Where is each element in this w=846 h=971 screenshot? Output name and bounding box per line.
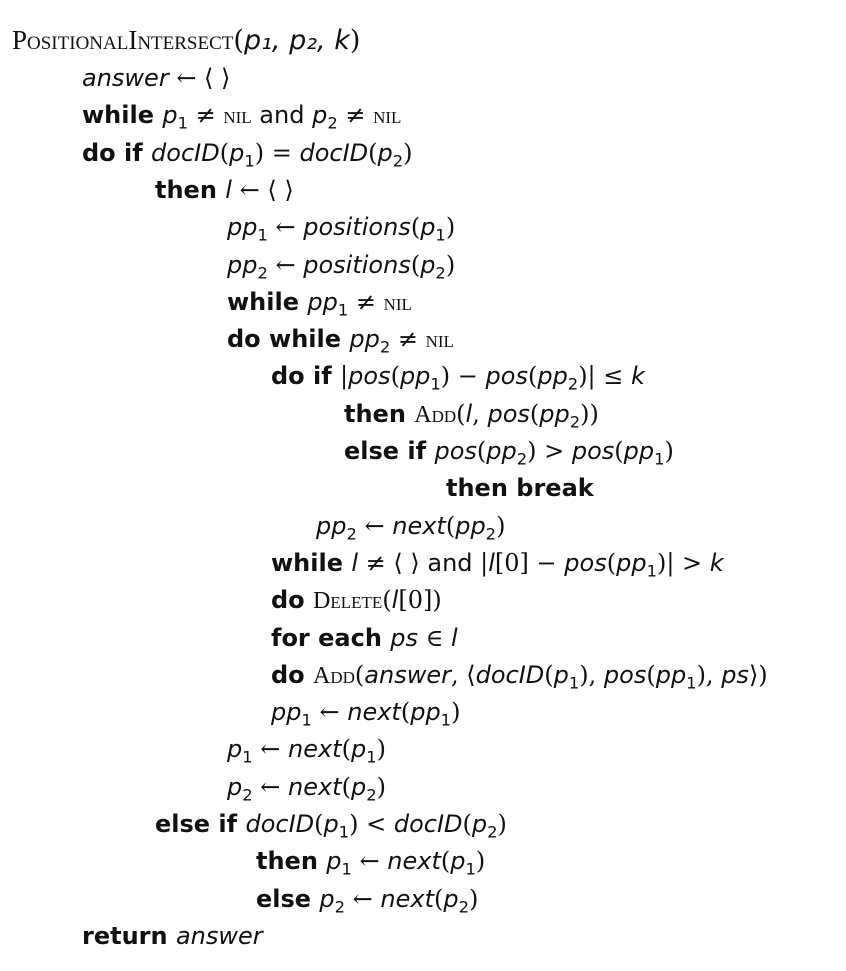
code-token: do if [271,362,341,391]
line-code [82,918,263,955]
code-token: 2 [567,375,579,395]
code-token: ) = [254,138,300,167]
code-token: 2 [257,263,268,283]
code-token: ps [390,623,419,652]
code-token: next [288,772,342,801]
code-token: ), [579,660,604,689]
line-code [82,97,401,135]
code-token: ← [311,698,348,727]
code-token: 1 [646,561,657,581]
code-token: positions [303,250,411,279]
code-token: 2 [458,897,470,917]
code-token: p [471,810,488,838]
code-token: ( [382,586,392,615]
code-token: ( [476,437,487,465]
code-token: p [319,884,335,913]
code-token: ) [403,138,413,167]
line-code [344,433,674,470]
code-token: ( [614,437,624,465]
code-token: ( [462,810,472,838]
open-paren: ( [233,25,244,56]
code-token: next [387,847,441,876]
code-token: return [82,921,176,950]
code-token: 1 [430,375,441,395]
line-code [227,209,455,246]
code-token: [0]) [398,586,442,615]
code-token: else if [344,437,435,465]
code-token: ≠ ⟨ ⟩ [358,548,428,577]
code-token: docID [151,138,220,167]
line-code [446,470,594,507]
code-token: p [377,138,393,167]
code-token: 2 [435,263,446,283]
code-token: , ⟨ [450,660,476,689]
code-token: pos [434,437,477,465]
code-token: ) [376,772,386,801]
line-code [227,321,454,359]
code-token: 2 [516,449,528,469]
code-token: p [350,772,367,801]
code-token: answer [82,64,169,92]
code-token: p [162,101,178,130]
code-token: pos [603,660,647,689]
line-code [155,172,294,209]
line-code [227,284,412,322]
code-token: l [451,623,458,652]
code-token: p [227,735,243,764]
close-paren: ) [349,25,361,56]
code-token: ( [606,548,617,577]
code-token: ( [390,362,400,391]
code-token: ( [354,660,365,689]
code-token: do while [227,325,350,354]
code-token: ) [475,847,486,876]
code-token: then [344,399,415,428]
line-code [256,881,478,918]
code-token: ← [351,847,388,876]
code-token: ( [434,884,444,913]
code-token: pp [349,325,380,354]
code-token: ( [646,660,656,689]
code-token: p [229,138,245,167]
code-token: ≠ [390,325,426,354]
code-token: l [351,548,359,577]
code-token: pp [616,548,647,577]
code-token: ( [456,399,466,428]
code-token: positions [303,213,411,242]
line-code [227,769,386,806]
code-token: ), [696,660,722,689]
code-token: do [271,660,314,689]
code-token: next [347,698,401,727]
code-token: docID [299,138,369,167]
line-code [316,508,505,545]
code-token: ) [445,213,456,242]
code-token: 1 [301,710,312,730]
code-token: p [312,101,328,130]
code-token: else if [155,810,246,838]
code-token: pp [486,437,517,465]
code-token: 2 [569,412,581,432]
line-code [271,358,645,395]
line-code [155,806,507,843]
code-token: 1 [337,300,349,320]
code-token: pp [537,362,568,391]
line-code [271,545,724,582]
code-token: ( [445,511,456,540]
code-token: pp [271,698,302,727]
line-code [271,694,460,731]
code-token: 1 [568,673,580,693]
code-token: 2 [485,524,497,544]
code-token: ) [445,250,456,279]
code-token: next [288,735,342,764]
code-token: nil [425,327,454,354]
code-token: 2 [327,114,338,133]
code-token: 1 [440,710,452,730]
code-token: [0] − [494,548,565,577]
code-token: k [631,362,645,391]
code-token: 1 [686,673,697,693]
code-token: l [225,175,232,204]
code-token: next [392,511,446,540]
code-token: pos [564,548,607,577]
code-token: docID [475,660,545,689]
code-token: ps [721,660,749,689]
code-token: p [350,735,367,764]
code-token: ) − [440,362,486,391]
code-token: pos [571,437,615,465]
code-token: ≠ [337,101,374,130]
code-token: ( [400,698,411,727]
code-token: l [488,548,495,577]
code-token: p [450,847,466,876]
line-code [256,843,485,880]
code-token: ( [341,735,351,764]
code-token: 1 [338,822,350,842]
code-token: ⟩) [748,660,768,689]
code-token: pp [316,511,347,540]
code-token: ( [410,250,421,279]
code-token: Add [414,401,457,428]
code-token: 1 [465,860,476,879]
line-code [227,731,386,768]
code-token: then [256,847,327,876]
code-token: p [227,772,243,801]
code-token: ( [341,772,351,801]
code-token: 1 [341,860,352,879]
code-token: then break [446,474,594,503]
code-token: 1 [435,225,446,245]
code-token: 1 [366,748,377,768]
code-token: ) [664,437,674,465]
code-token: | [340,362,349,391]
code-token: pos [487,399,530,428]
code-token: while [227,287,308,316]
code-token: answer [175,921,263,950]
code-token: p [420,213,436,242]
procedure-name: PositionalIntersect [12,25,234,55]
code-token: l [465,399,473,428]
code-token: ( [544,660,554,689]
code-token: ) [469,884,479,913]
code-token: p [443,884,459,913]
code-token: docID [245,810,315,838]
code-token: , [472,399,488,428]
line-code [82,135,413,172]
code-token: ← ⟨ ⟩ [168,64,231,92]
code-token: ← [356,511,393,540]
code-token: Add [313,662,355,689]
code-token: ( [440,847,451,876]
code-token: pp [227,213,258,242]
line-code [82,60,230,97]
line-code [227,247,455,284]
code-token: 2 [392,151,404,171]
line-code [344,396,599,434]
code-token: then [155,175,226,204]
code-token: ) < [349,810,394,838]
code-token: pp [539,399,570,428]
code-token: | [480,548,489,577]
code-token: while [271,548,352,577]
line-code [271,582,442,620]
code-token: ( [368,138,378,167]
code-token: 2 [487,822,498,842]
code-token: pp [623,437,655,465]
code-token: 1 [654,449,665,469]
code-token: 2 [346,524,357,544]
code-token: ← [345,884,381,913]
code-token: nil [383,289,412,316]
code-token: else [256,884,320,913]
code-token: p [326,847,342,876]
code-token: ) [497,810,507,838]
code-token: for each [271,623,391,652]
code-token: 2 [366,785,377,805]
code-token: 2 [242,785,253,805]
code-token: do if [82,138,152,167]
code-token: 2 [379,337,391,357]
code-token: ← [252,772,288,801]
code-token: ( [529,399,540,428]
code-token: and [251,101,313,130]
code-token: ← [267,250,304,279]
code-token: ( [219,138,230,167]
code-token: ∈ [418,623,452,652]
code-token: pp [227,250,258,279]
code-token: l [391,586,399,615]
code-token: ( [527,362,538,391]
code-token: pos [348,362,391,391]
code-token: ← ⟨ ⟩ [231,175,294,204]
code-token: do [271,586,314,615]
line-code [271,620,458,657]
code-token: ≠ [348,287,384,316]
code-token: next [380,884,435,913]
code-token: pp [307,287,338,316]
code-token: )| ≤ [578,362,632,391]
code-token: ) [496,511,506,540]
code-token: ← [267,213,304,242]
code-token: while [82,101,163,130]
code-token: nil [373,103,402,130]
code-token: 1 [177,114,188,133]
procedure-signature [12,20,360,61]
code-token: pp [399,362,431,391]
code-token: ) [451,698,461,727]
code-token: pos [485,362,528,391]
code-token: ( [410,213,421,242]
code-token: docID [393,810,463,838]
code-token: )| > [656,548,710,577]
code-token: p [420,250,436,279]
code-token: p [323,810,339,838]
code-token: ← [252,735,288,764]
code-token: p [553,660,569,689]
code-token: 1 [257,225,268,245]
code-token: and [427,548,481,577]
code-token: pp [655,660,687,689]
code-token: Delete [313,588,383,615]
code-token: nil [223,103,252,130]
code-token: ) > [527,437,572,465]
code-token: k [709,548,724,577]
code-token: )) [580,399,599,428]
code-token: ≠ [187,101,224,130]
code-token: 1 [242,748,253,768]
code-token: pp [455,511,486,540]
code-token: pp [410,698,441,727]
code-token: ) [376,735,386,764]
procedure-args: p₁, p₂, k [243,25,350,56]
code-token: answer [364,660,451,689]
line-code [271,657,768,695]
code-token: 1 [244,151,255,171]
code-token: ( [314,810,324,838]
code-token: 2 [334,897,346,917]
